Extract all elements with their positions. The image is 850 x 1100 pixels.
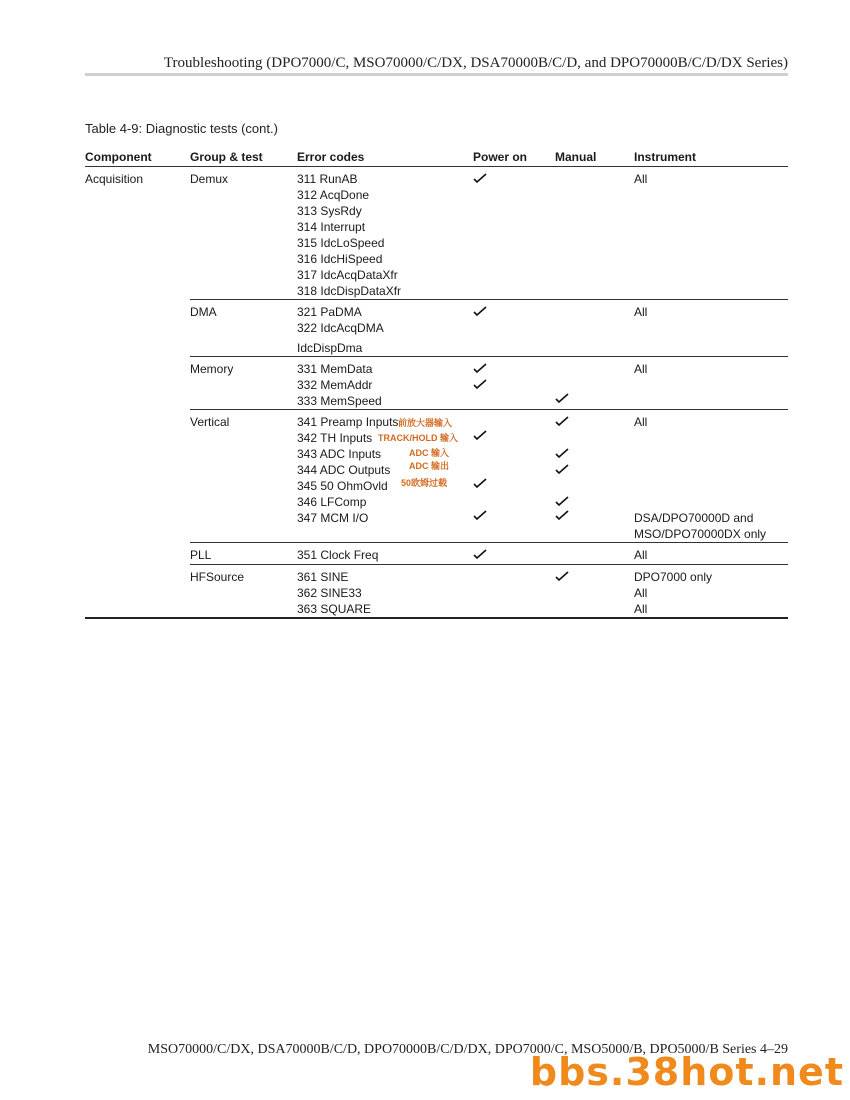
instrument-value: All bbox=[634, 586, 648, 600]
page-footer: MSO70000/C/DX, DSA70000B/C/D, DPO70000B/C/D/DX, DPO7000/C, MSO5000/B, DPO5000/B Series 4–29 bbox=[147, 1042, 788, 1057]
error-code: 341 Preamp Inputs bbox=[297, 415, 399, 429]
instrument-value: MSO/DPO70000DX only bbox=[634, 527, 767, 541]
group-vertical: Vertical bbox=[190, 415, 230, 429]
header-rule bbox=[85, 73, 788, 76]
error-code: 312 AcqDone bbox=[297, 188, 370, 202]
check-icon bbox=[555, 464, 569, 476]
group-demux: Demux bbox=[190, 172, 229, 186]
error-code: 318 IdcDispDataXfr bbox=[297, 284, 402, 298]
group-memory: Memory bbox=[190, 362, 234, 376]
instrument-value: DSA/DPO70000D and bbox=[634, 511, 754, 525]
instrument-value: All bbox=[634, 172, 648, 186]
error-code: 332 MemAddr bbox=[297, 378, 373, 392]
error-code: 363 SQUARE bbox=[297, 602, 372, 616]
table-bottom-rule bbox=[85, 617, 788, 619]
check-icon bbox=[473, 173, 487, 185]
instrument-value: All bbox=[634, 362, 648, 376]
annotation: TRACK/HOLD 输入 bbox=[378, 433, 458, 443]
error-code: 315 IdcLoSpeed bbox=[297, 236, 385, 250]
error-code: 361 SINE bbox=[297, 570, 349, 584]
col-header-group: Group & test bbox=[190, 150, 263, 164]
watermark: bbs.38hot.net bbox=[529, 1050, 844, 1094]
error-code: 351 Clock Freq bbox=[297, 548, 379, 562]
error-code: 345 50 OhmOvld bbox=[297, 479, 388, 493]
error-code: 343 ADC Inputs bbox=[297, 447, 382, 461]
group-rule bbox=[190, 356, 788, 357]
check-icon bbox=[473, 363, 487, 375]
group-rule bbox=[190, 409, 788, 410]
component-acquisition: Acquisition bbox=[85, 172, 144, 186]
error-code: 342 TH Inputs bbox=[297, 431, 373, 445]
instrument-value: All bbox=[634, 415, 648, 429]
error-code: 317 IdcAcqDataXfr bbox=[297, 268, 398, 282]
instrument-value: DPO7000 only bbox=[634, 570, 713, 584]
check-icon bbox=[555, 510, 569, 522]
group-rule bbox=[190, 299, 788, 300]
instrument-value: All bbox=[634, 305, 648, 319]
group-rule bbox=[190, 542, 788, 543]
annotation: 前放大器输入 bbox=[398, 418, 453, 428]
error-code: 321 PaDMA bbox=[297, 305, 362, 319]
check-icon bbox=[473, 379, 487, 391]
error-code: 331 MemData bbox=[297, 362, 373, 376]
check-icon bbox=[473, 430, 487, 442]
check-icon bbox=[555, 448, 569, 460]
col-header-instrument: Instrument bbox=[634, 150, 697, 164]
check-icon bbox=[473, 549, 487, 561]
col-header-power-on: Power on bbox=[473, 150, 528, 164]
group-pll: PLL bbox=[190, 548, 212, 562]
annotation: 50欧姆过载 bbox=[401, 478, 448, 488]
check-icon bbox=[555, 496, 569, 508]
error-code: IdcDispDma bbox=[297, 341, 363, 355]
check-icon bbox=[473, 510, 487, 522]
check-icon bbox=[555, 393, 569, 405]
error-code: 346 LFComp bbox=[297, 495, 367, 509]
group-rule bbox=[190, 564, 788, 565]
error-code: 313 SysRdy bbox=[297, 204, 362, 218]
check-icon bbox=[473, 306, 487, 318]
error-code: 362 SINE33 bbox=[297, 586, 362, 600]
col-header-component: Component bbox=[85, 150, 152, 164]
error-code: 314 Interrupt bbox=[297, 220, 366, 234]
check-icon bbox=[473, 478, 487, 490]
col-header-errors: Error codes bbox=[297, 150, 365, 164]
check-icon bbox=[555, 571, 569, 583]
instrument-value: All bbox=[634, 548, 648, 562]
table-caption: Table 4-9: Diagnostic tests (cont.) bbox=[85, 121, 278, 136]
instrument-value: All bbox=[634, 602, 648, 616]
error-code: 347 MCM I/O bbox=[297, 511, 369, 525]
running-header: Troubleshooting (DPO7000/C, MSO70000/C/DX, DSA70000B/C/D, and DPO70000B/C/D/DX Series) bbox=[163, 55, 788, 71]
check-icon bbox=[555, 416, 569, 428]
group-dma: DMA bbox=[190, 305, 217, 319]
error-code: 322 IdcAcqDMA bbox=[297, 321, 384, 335]
error-code: 316 IdcHiSpeed bbox=[297, 252, 383, 266]
annotation: ADC 输出 bbox=[409, 461, 449, 471]
error-code: 333 MemSpeed bbox=[297, 394, 382, 408]
annotation: ADC 输入 bbox=[409, 448, 449, 458]
error-code: 344 ADC Outputs bbox=[297, 463, 391, 477]
col-header-manual: Manual bbox=[555, 150, 597, 164]
header-underline bbox=[85, 166, 788, 167]
group-hfsource: HFSource bbox=[190, 570, 245, 584]
error-code: 311 RunAB bbox=[297, 172, 358, 186]
